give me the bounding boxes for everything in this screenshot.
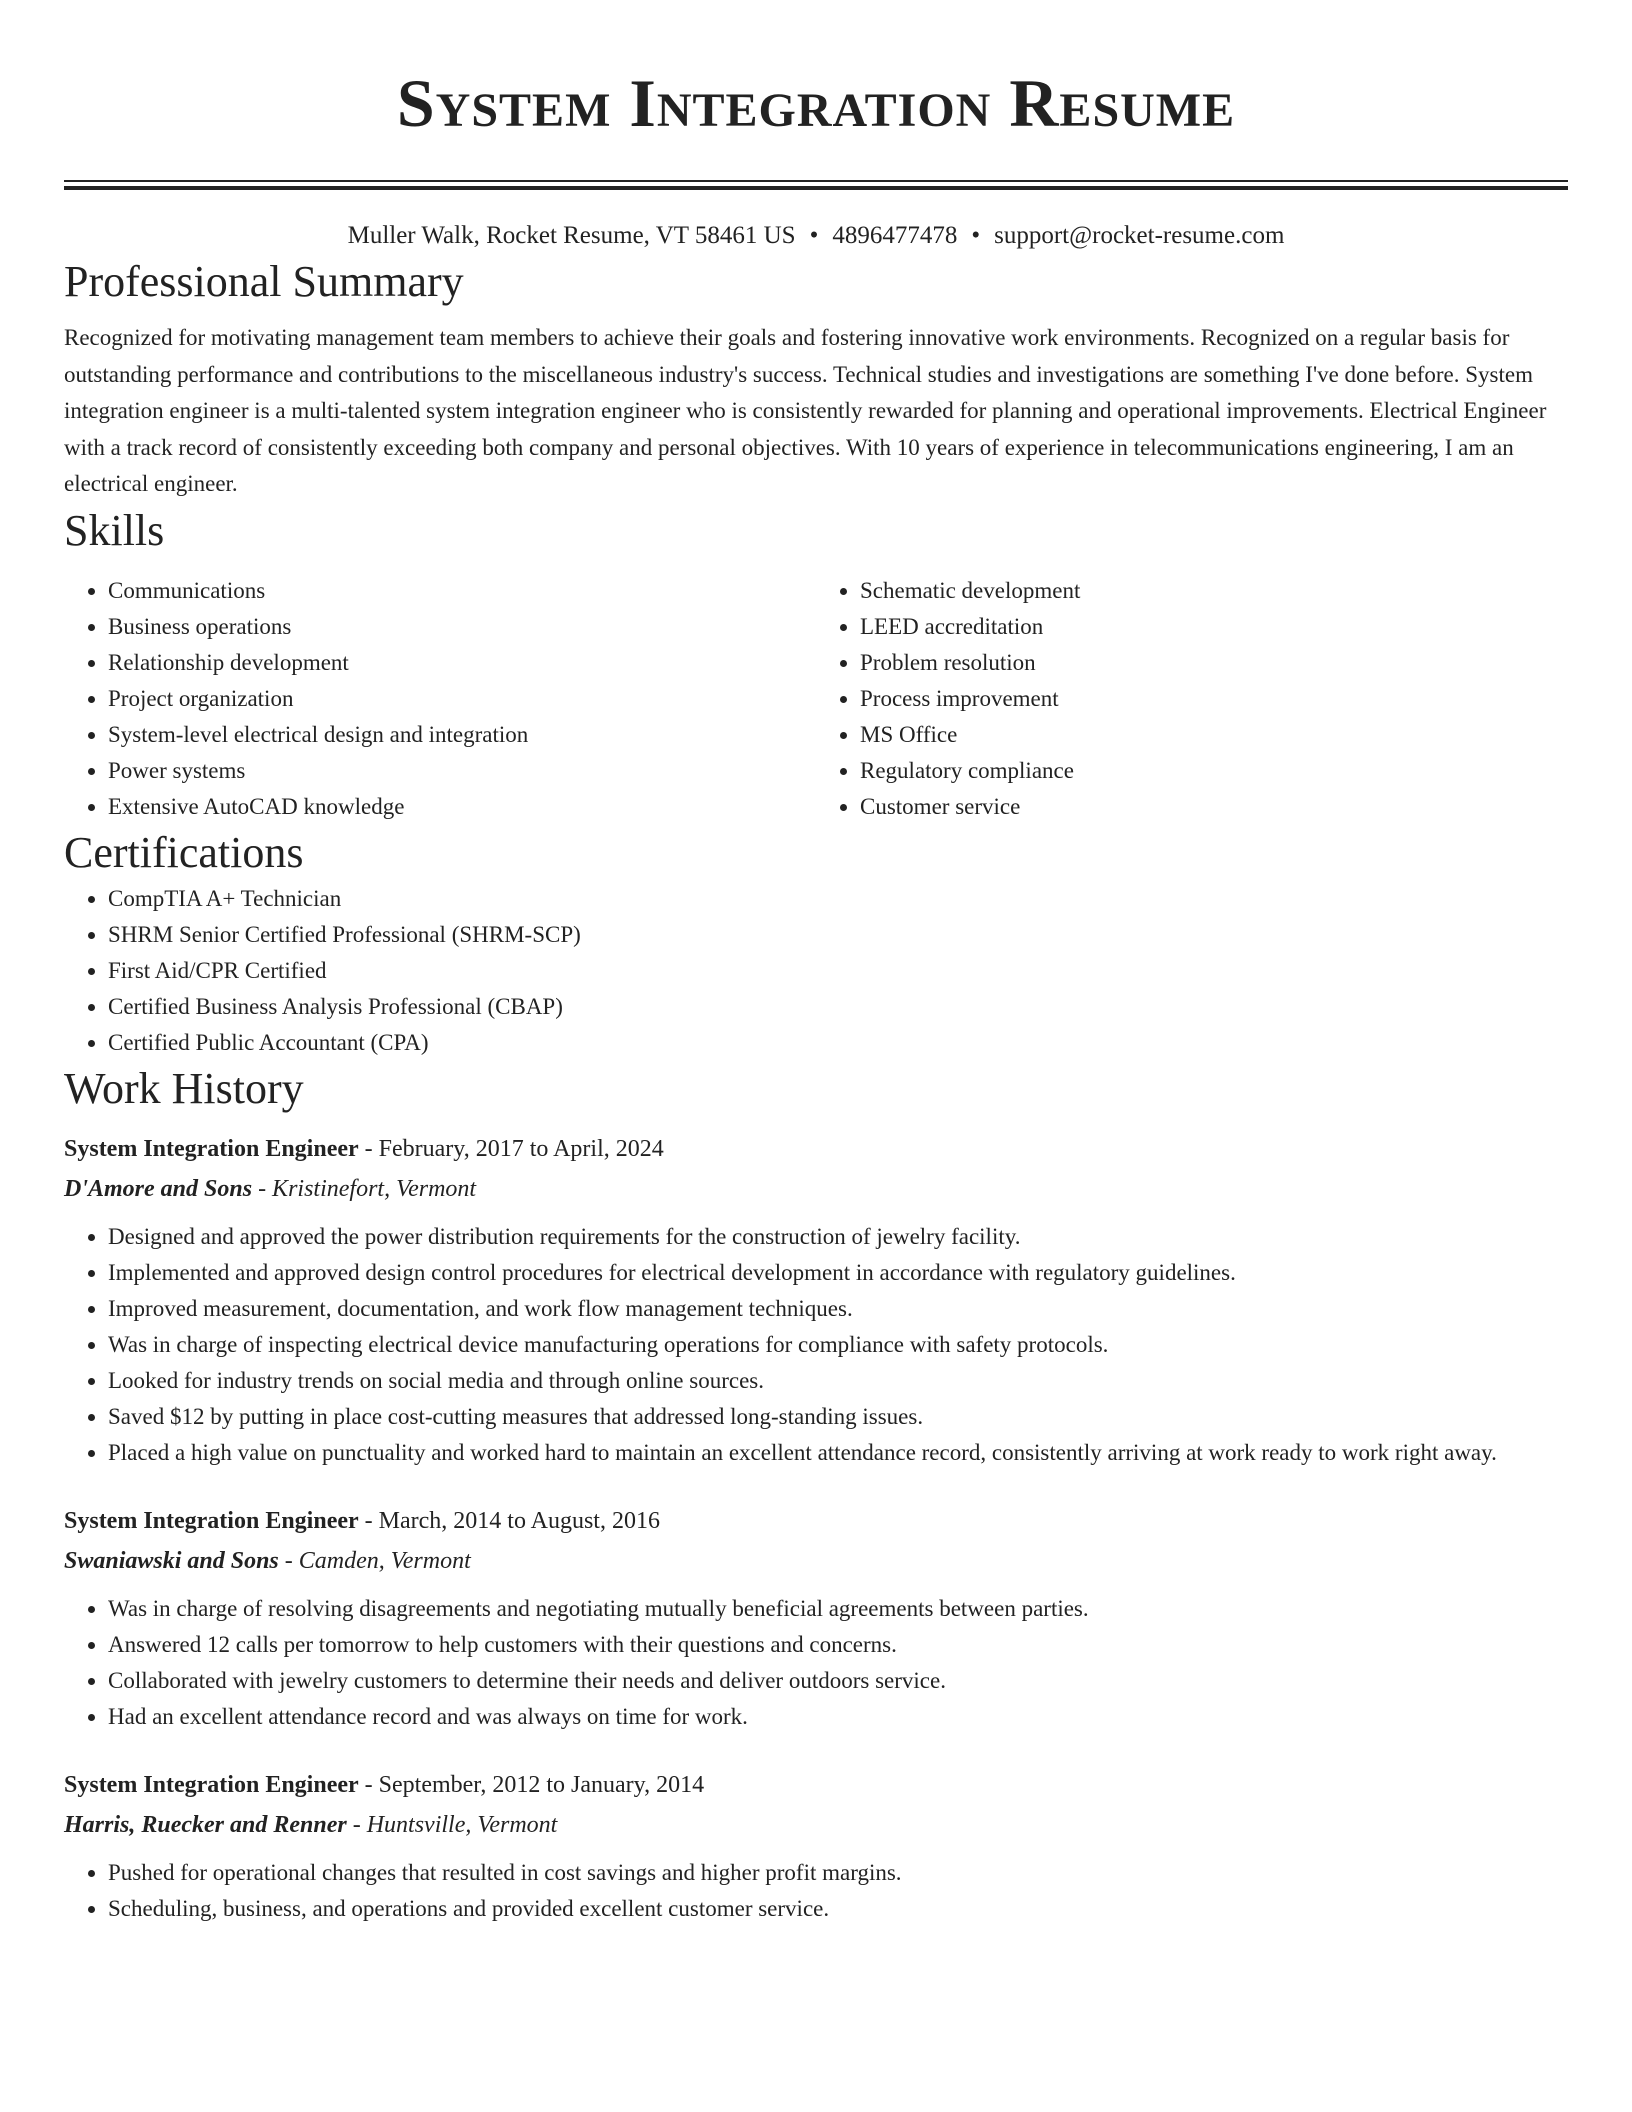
skill-item: • Customer service [860, 789, 1568, 825]
skill-item: • LEED accreditation [860, 609, 1568, 645]
skill-item: • Process improvement [860, 681, 1568, 717]
contact-address: Muller Walk, Rocket Resume, VT 58461 US [347, 222, 796, 249]
certifications-list [64, 881, 1568, 1061]
job-bullet: • Pushed for operational changes that resulted in cost savings and higher profit margins. [108, 1855, 1568, 1891]
job-bullet: • Looked for industry trends on social media and through online sources. [108, 1363, 1568, 1399]
job-bullets [64, 1855, 1568, 1927]
skill-item: • Communications [108, 573, 816, 609]
skill-item: • Extensive AutoCAD knowledge [108, 789, 816, 825]
contact-email: support@rocket-resume.com [994, 222, 1285, 249]
job-bullet: • Had an excellent attendance record and was always on time for work. [108, 1699, 1568, 1735]
job-bullet: • Saved $12 by putting in place cost-cutting measures that addressed long-standing issues. [108, 1399, 1568, 1435]
skill-item: • Relationship development [108, 645, 816, 681]
certification-item: • First Aid/CPR Certified [108, 953, 1568, 989]
skills-columns [64, 573, 1568, 825]
skills-list-right [816, 573, 1568, 825]
summary-heading: Professional Summary [64, 257, 464, 306]
contact-phone: 4896477478 [832, 222, 958, 249]
job-bullet: • Was in charge of inspecting electrical device manufacturing operations for compliance with safety protocols. [108, 1327, 1568, 1363]
job-company: Swaniawski and Sons [64, 1547, 279, 1574]
job-bullet: • Designed and approved the power distribution requirements for the construction of jewelry facility. [108, 1219, 1568, 1255]
job-location: - Huntsville, Vermont [346, 1811, 558, 1838]
certification-item: • CompTIA A+ Technician [108, 881, 1568, 917]
job-bullet: • Implemented and approved design control procedures for electrical development in accordance with regulatory guidelines. [108, 1255, 1568, 1291]
page-title: System Integration Resume [396, 65, 1236, 141]
job-location: - Kristinefort, Vermont [252, 1175, 477, 1202]
job-dates: - March, 2014 to August, 2016 [358, 1507, 660, 1534]
certification-item: • Certified Public Accountant (CPA) [108, 1025, 1568, 1061]
job-title-line [64, 1501, 1568, 1541]
job-title-line [64, 1765, 1568, 1805]
job-company-line [64, 1805, 1568, 1845]
skill-item: • Problem resolution [860, 645, 1568, 681]
certification-item: • SHRM Senior Certified Professional (SHRM-SCP) [108, 917, 1568, 953]
skill-item: • Business operations [108, 609, 816, 645]
job-bullets [64, 1219, 1568, 1471]
skill-item: • Schematic development [860, 573, 1568, 609]
skills-heading: Skills [64, 505, 165, 555]
job-location: - Camden, Vermont [278, 1547, 471, 1574]
job-bullet: • Collaborated with jewelry customers to determine their needs and deliver outdoors service. [108, 1663, 1568, 1699]
job-entry [64, 1765, 1568, 1927]
title-divider [64, 180, 1568, 190]
job-title-line [64, 1129, 1568, 1169]
job-dates: - September, 2012 to January, 2014 [358, 1771, 705, 1798]
skills-list-left [64, 573, 816, 825]
skill-item: • Project organization [108, 681, 816, 717]
job-company-line [64, 1169, 1568, 1209]
summary-text: Recognized for motivating management team members to achieve their goals and fostering innovative work environments. Recognized on a regular basis for outstanding performance and contributions to the miscellaneous industry's success. Technical studies and investigations are something I've done before. System integration engineer is a multi-talented system integration engineer who is consistently rewarded for planning and operational improvements. Electrical Engineer with a track record of consistently exceeding both company and personal objectives. With 10 years of experience in telecommunications engineering, I am an electrical engineer. [64, 325, 1547, 496]
job-bullet: • Placed a high value on punctuality and worked hard to maintain an excellent attendance record, consistently arriving at work ready to work right away. [108, 1435, 1568, 1471]
skill-item: • Regulatory compliance [860, 753, 1568, 789]
contact-separator: • [809, 222, 819, 249]
job-bullets [64, 1591, 1568, 1735]
contact-line [64, 218, 1568, 254]
work-history-heading: Work History [64, 1063, 304, 1113]
job-bullet: • Improved measurement, documentation, and work flow management techniques. [108, 1291, 1568, 1327]
skill-item: • Power systems [108, 753, 816, 789]
job-title: System Integration Engineer [64, 1135, 359, 1162]
job-bullet: • Scheduling, business, and operations and provided excellent customer service. [108, 1891, 1568, 1927]
certification-item: • Certified Business Analysis Professional (CBAP) [108, 989, 1568, 1025]
job-bullet: • Answered 12 calls per tomorrow to help customers with their questions and concerns. [108, 1627, 1568, 1663]
job-company-line [64, 1541, 1568, 1581]
job-company: D'Amore and Sons [64, 1175, 253, 1202]
skill-item: • MS Office [860, 717, 1568, 753]
job-dates: - February, 2017 to April, 2024 [358, 1135, 664, 1162]
job-company: Harris, Ruecker and Renner [64, 1811, 347, 1838]
job-entry [64, 1501, 1568, 1735]
job-title: System Integration Engineer [64, 1771, 359, 1798]
job-bullet: • Was in charge of resolving disagreements and negotiating mutually beneficial agreements between parties. [108, 1591, 1568, 1627]
job-entry [64, 1129, 1568, 1471]
skill-item: • System-level electrical design and integration [108, 717, 816, 753]
certifications-heading: Certifications [64, 827, 304, 877]
job-title: System Integration Engineer [64, 1507, 359, 1534]
contact-separator: • [971, 222, 981, 249]
